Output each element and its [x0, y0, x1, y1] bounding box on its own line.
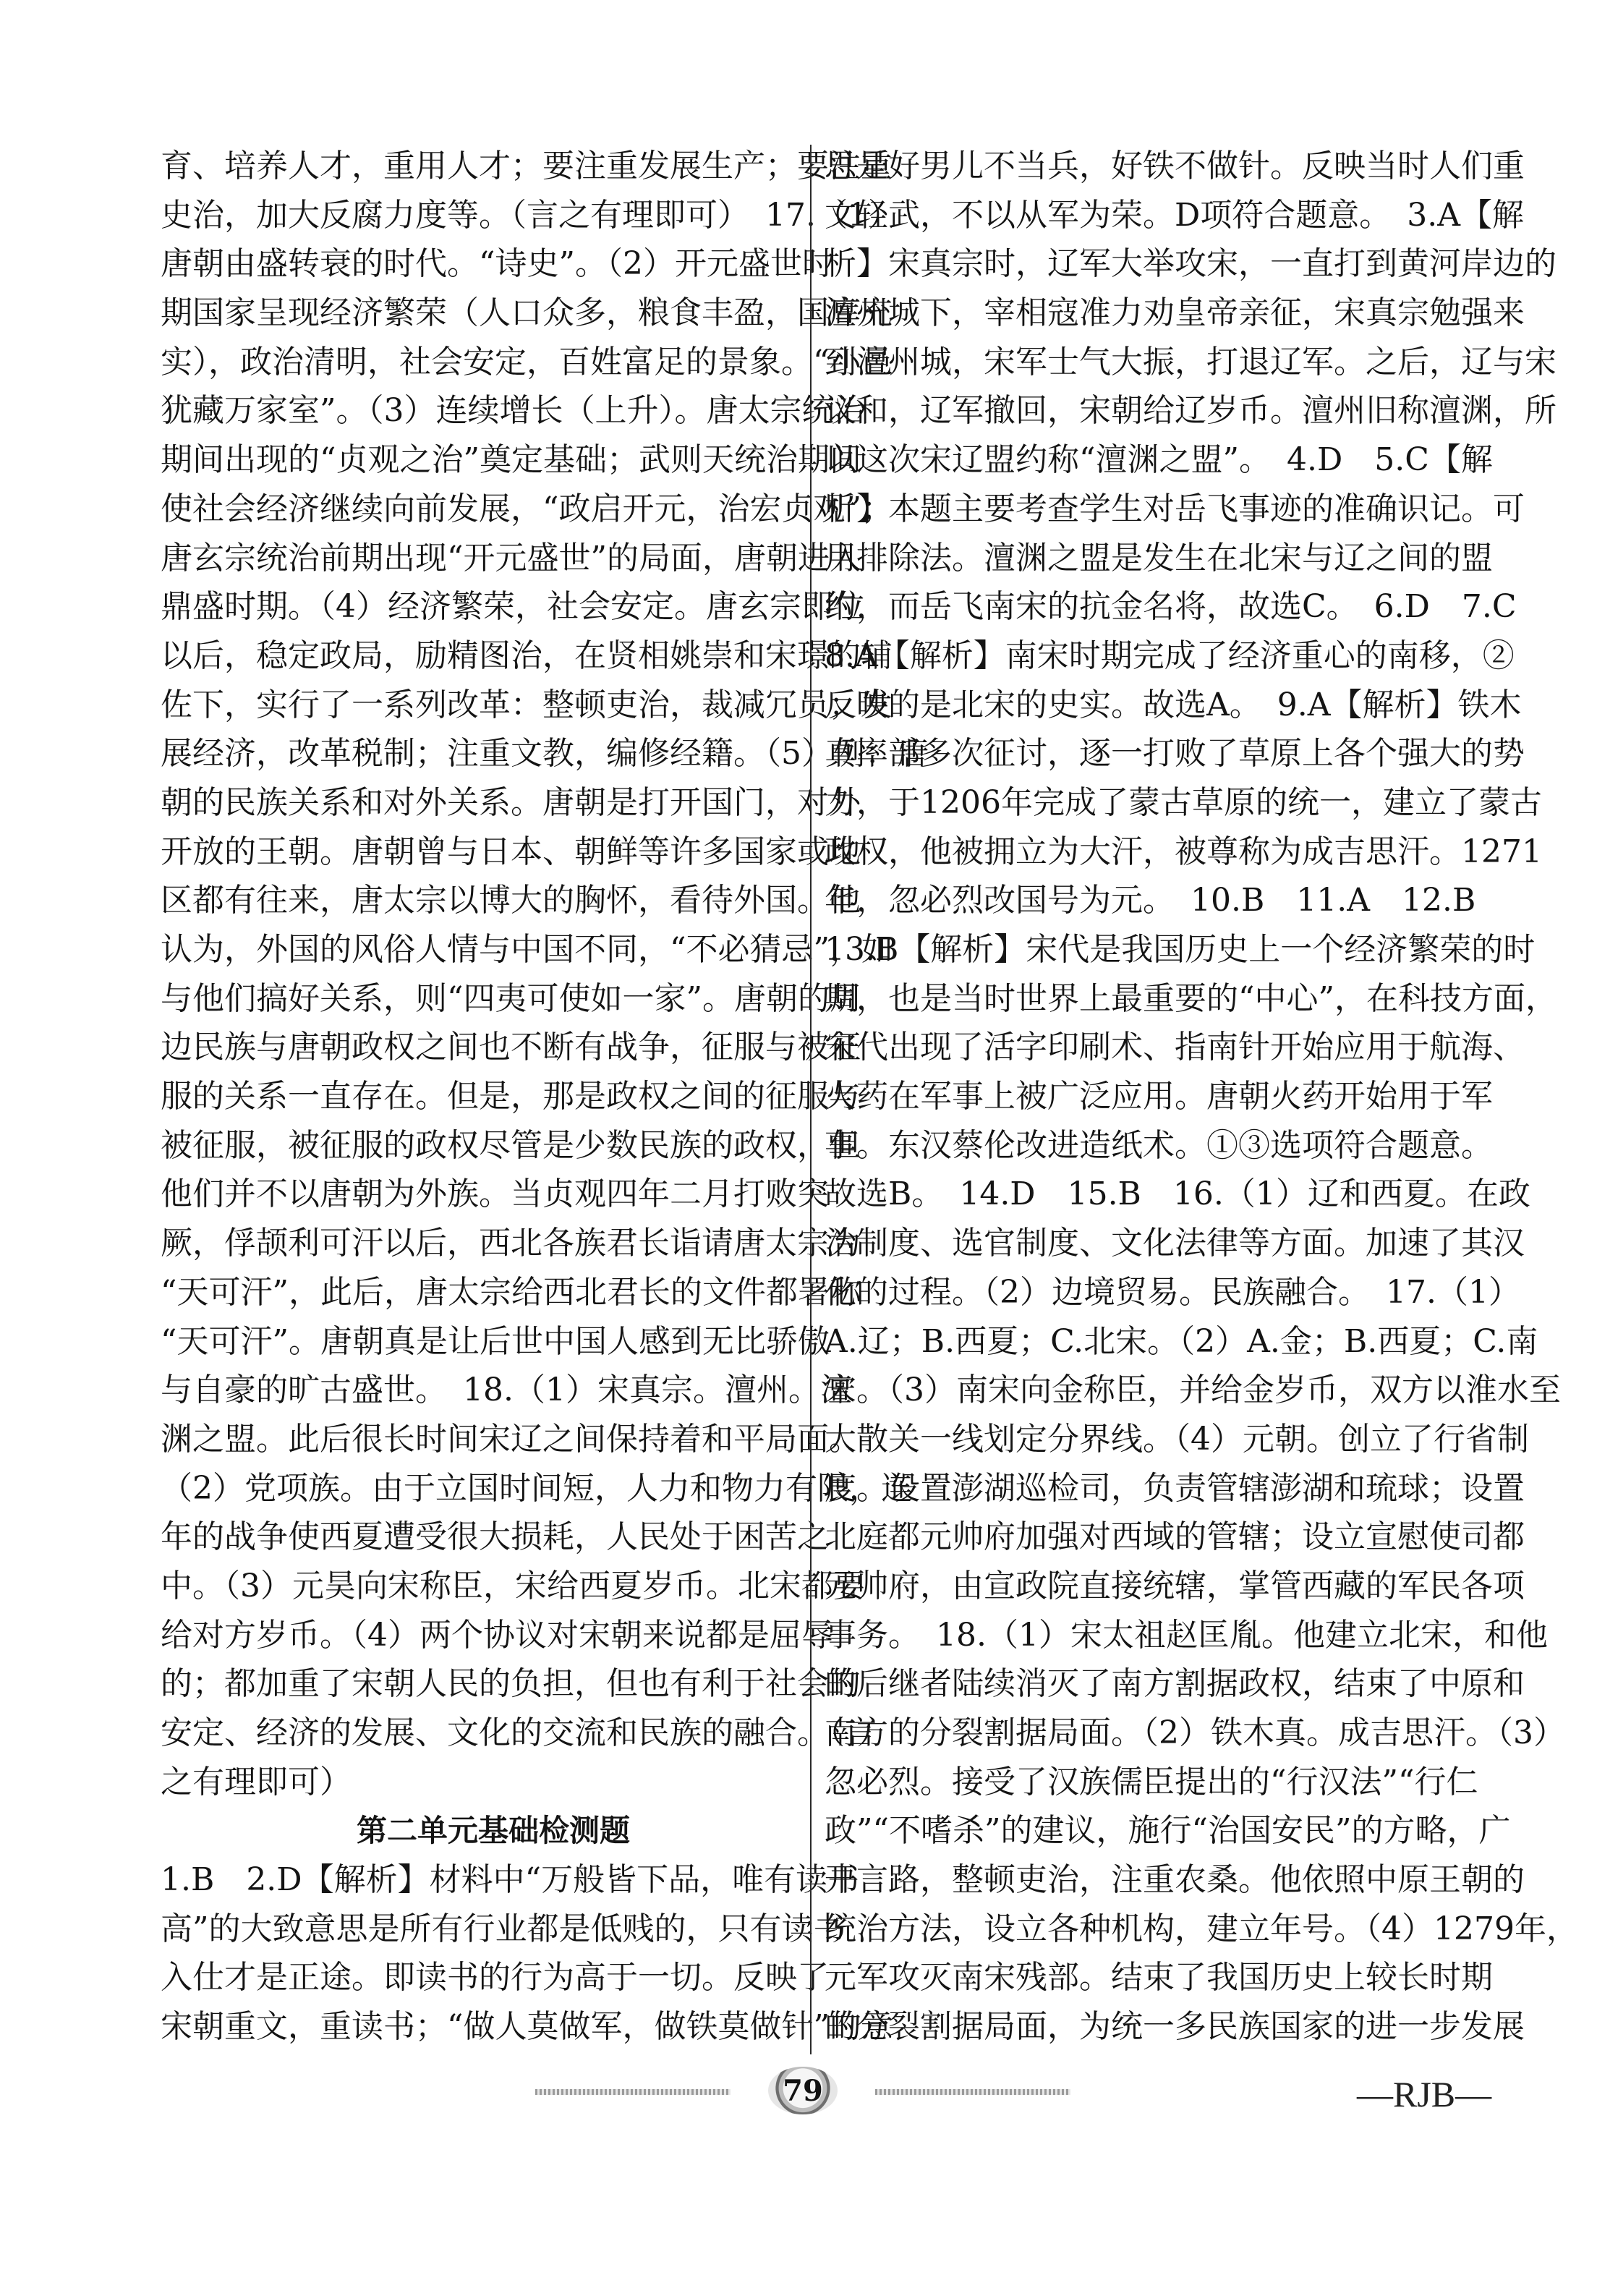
text-line: 开言路，整顿吏治，注重农桑。他依照中原王朝的: [825, 1861, 1525, 1899]
text-line: 析】本题主要考查学生对岳飞事迹的准确识记。可: [825, 490, 1525, 527]
section-title: 第二单元基础检测题: [356, 1813, 630, 1849]
footer-rule-right: [875, 2089, 1070, 2095]
footer-rule-left: [535, 2089, 731, 2095]
text-line: 期，也是当时世界上最重要的“中心”，在科技方面，: [825, 979, 1557, 1017]
text-line: 渊之盟。此后很长时间宋辽之间保持着和平局面。: [161, 1420, 861, 1458]
text-line: 展经济，改革税制；注重文教，编修经籍。（5）例：唐: [161, 735, 929, 773]
text-line: 度。设置澎湖巡检司，负责管辖澎湖和琉球；设置: [825, 1469, 1525, 1507]
text-line: 入仕才是正途。即读书的行为高于一切。反映了: [161, 1959, 829, 1997]
text-line: 事务。 18.（1）宋太祖赵匡胤。他建立北宋，和他: [825, 1616, 1548, 1654]
text-line: 思是好男儿不当兵，好铁不做针。反映当时人们重: [825, 148, 1525, 184]
text-line: 朝的民族关系和对外关系。唐朝是打开国门，对外: [161, 783, 861, 821]
text-line: 他们并不以唐朝为外族。当贞观四年二月打败突: [161, 1175, 829, 1213]
text-line: 安定、经济的发展、文化的交流和民族的融合。（言: [161, 1714, 877, 1751]
text-line: （2）党项族。由于立国时间短，人力和物力有限，连: [161, 1469, 913, 1507]
text-line: 犹藏万家室”。（3）连续增长（上升）。唐太宗统治: [161, 392, 866, 430]
page-number-badge: [752, 2063, 853, 2118]
page-number: 79: [768, 2067, 838, 2114]
text-line: 元军攻灭南宋残部。结束了我国历史上较长时期: [825, 1959, 1493, 1997]
text-line: 约，而岳飞南宋的抗金名将，故选C。 6.D 7.C: [825, 588, 1517, 626]
text-line: 鼎盛时期。（4）经济繁荣，社会安定。唐玄宗即位: [161, 588, 865, 626]
text-line: 治制度、选官制度、文化法律等方面。加速了其汉: [825, 1225, 1525, 1262]
text-line: 实），政治清明，社会安定，百姓富足的景象。“小邑: [161, 343, 893, 380]
text-line: 被征服，被征服的政权尽管是少数民族的政权，但: [161, 1126, 861, 1164]
text-line: 文轻武，不以从军为荣。D项符合题意。 3.A【解: [825, 196, 1525, 234]
left-column: [161, 142, 929, 2051]
text-line: 的分裂割据局面，为统一多民族国家的进一步发展: [825, 2008, 1525, 2046]
text-line: 火药在军事上被广泛应用。唐朝火药开始用于军: [825, 1078, 1493, 1115]
text-line: 的后继者陆续消灭了南方割据政权，结束了中原和: [825, 1665, 1525, 1703]
text-line: 政”“不嗜杀”的建议，施行“治国安民”的方略，广: [825, 1812, 1511, 1850]
text-line: 宋朝重文，重读书；“做人莫做军，做铁莫做针”的意: [161, 2008, 893, 2046]
text-line: 澶州城下，宰相寇准力劝皇帝亲征，宋真宗勉强来: [825, 294, 1525, 332]
text-line: 期国家呈现经济繁荣（人口众多，粮食丰盈，国库充: [161, 294, 893, 332]
text-line: 唐玄宗统治前期出现“开元盛世”的局面，唐朝进入: [161, 539, 861, 577]
text-line: 化的过程。（2）边境贸易。民族融合。 17.（1）: [825, 1273, 1520, 1311]
text-line: 给对方岁币。（4）两个协议对宋朝来说都是屈辱: [161, 1616, 833, 1654]
text-line: 服的关系一直存在。但是，那是政权之间的征服与: [161, 1078, 861, 1115]
text-line: 区都有往来，唐太宗以博大的胸怀，看待外国。他: [161, 882, 861, 919]
text-line: 厥，俘颉利可汗以后，西北各族君长诣请唐太宗为: [161, 1225, 861, 1262]
column-divider: [810, 145, 812, 2054]
text-line: 期间出现的“贞观之治”奠定基础；武则天统治期间: [161, 441, 861, 479]
text-line: 边民族与唐朝政权之间也不断有战争，征服与被征: [161, 1029, 861, 1066]
text-line: 佐下，实行了一系列改革：整顿吏治，裁减冗员；发: [161, 686, 893, 723]
text-line: 宋。（3）南宋向金称臣，并给金岁币，双方以淮水至: [825, 1372, 1561, 1409]
text-line: 1.B 2.D【解析】材料中“万般皆下品，唯有读书: [161, 1861, 860, 1899]
text-line: 之有理即可）: [161, 1763, 352, 1800]
text-line: 8.A【解析】南宋时期完成了经济重心的南移，②: [825, 637, 1515, 674]
text-line: 力，于1206年完成了蒙古草原的统一，建立了蒙古: [825, 783, 1542, 821]
text-line: 高”的大致意思是所有行业都是低贱的，只有读书: [161, 1910, 846, 1947]
text-line: “天可汗”。唐朝真是让后世中国人感到无比骄傲: [161, 1322, 830, 1360]
text-line: 与自豪的旷古盛世。 18.（1）宋真宗。澶州。澶: [161, 1372, 852, 1409]
text-line: 认为，外国的风俗人情与中国不同，“不必猜忌”，如: [161, 931, 893, 968]
text-line: 宋代出现了活字印刷术、指南针开始应用于航海、: [825, 1029, 1525, 1066]
text-line: 的；都加重了宋朝人民的负担，但也有利于社会的: [161, 1665, 861, 1703]
text-line: 大散关一线划定分界线。（4）元朝。创立了行省制: [825, 1420, 1529, 1458]
text-line: 故选B。 14.D 15.B 16.（1）辽和西夏。在政: [825, 1175, 1530, 1213]
edition-code: —RJB—: [1357, 2074, 1492, 2114]
text-line: 中。（3）元昊向宋称臣，宋给西夏岁币。北宋都要: [161, 1567, 865, 1604]
text-line: 年的战争使西夏遭受很大损耗，人民处于困苦之: [161, 1518, 829, 1556]
text-line: 与他们搞好关系，则“四夷可使如一家”。唐朝的周: [161, 979, 861, 1017]
text-line: “天可汗”，此后，唐太宗给西北君长的文件都署称: [161, 1273, 861, 1311]
text-line: 13.B【解析】宋代是我国历史上一个经济繁荣的时: [825, 931, 1536, 968]
text-line: 析】宋真宗时，辽军大举攻宋，一直打到黄河岸边的: [825, 245, 1556, 283]
text-line: 真率部多次征讨，逐一打败了草原上各个强大的势: [825, 735, 1525, 773]
text-line: 以这次宋辽盟约称“澶渊之盟”。 4.D 5.C【解: [825, 441, 1493, 479]
text-line: 以后，稳定政局，励精图治，在贤相姚崇和宋璟的辅: [161, 637, 893, 674]
footer-ornament: [535, 2073, 1070, 2108]
text-line: 元帅府，由宣政院直接统辖，掌管西藏的军民各项: [825, 1567, 1525, 1604]
text-line: 北庭都元帅府加强对西域的管辖；设立宣慰使司都: [825, 1518, 1525, 1556]
text-line: 史治，加大反腐力度等。（言之有理即可） 17.（1）: [161, 196, 900, 234]
text-line: 议和，辽军撤回，宋朝给辽岁币。澶州旧称澶渊，所: [825, 392, 1556, 430]
text-line: 事。东汉蔡伦改进造纸术。①③选项符合题意。: [825, 1126, 1493, 1164]
text-line: 年，忽必烈改国号为元。 10.B 11.A 12.B: [825, 882, 1476, 919]
text-line: 忽必烈。接受了汉族儒臣提出的“行汉法”“行仁: [825, 1763, 1478, 1800]
text-line: 唐朝由盛转衰的时代。“诗史”。（2）开元盛世时: [161, 245, 834, 283]
text-line: 育、培养人才，重用人才；要注重发展生产；要注重: [161, 148, 893, 184]
text-line: 反映的是北宋的史实。故选A。 9.A【解析】铁木: [825, 686, 1522, 723]
text-line: 南方的分裂割据局面。（2）铁木真。成吉思汗。（3）: [825, 1714, 1565, 1751]
text-line: 使社会经济继续向前发展，“政启开元，治宏贞观”；: [161, 490, 893, 527]
text-line: 开放的王朝。唐朝曾与日本、朝鲜等许多国家或地: [161, 833, 861, 870]
right-column: [825, 142, 1578, 2051]
text-line: A.辽；B.西夏；C.北宋。（2）A.金；B.西夏；C.南: [825, 1322, 1538, 1360]
text-line: 到澶州城，宋军士气大振，打退辽军。之后，辽与宋: [825, 343, 1556, 380]
text-line: 用排除法。澶渊之盟是发生在北宋与辽之间的盟: [825, 539, 1493, 577]
text-line: 政权，他被拥立为大汗，被尊称为成吉思汗。1271: [825, 833, 1542, 870]
text-line: 统治方法，设立各种机构，建立年号。（4）1279年，: [825, 1910, 1578, 1947]
